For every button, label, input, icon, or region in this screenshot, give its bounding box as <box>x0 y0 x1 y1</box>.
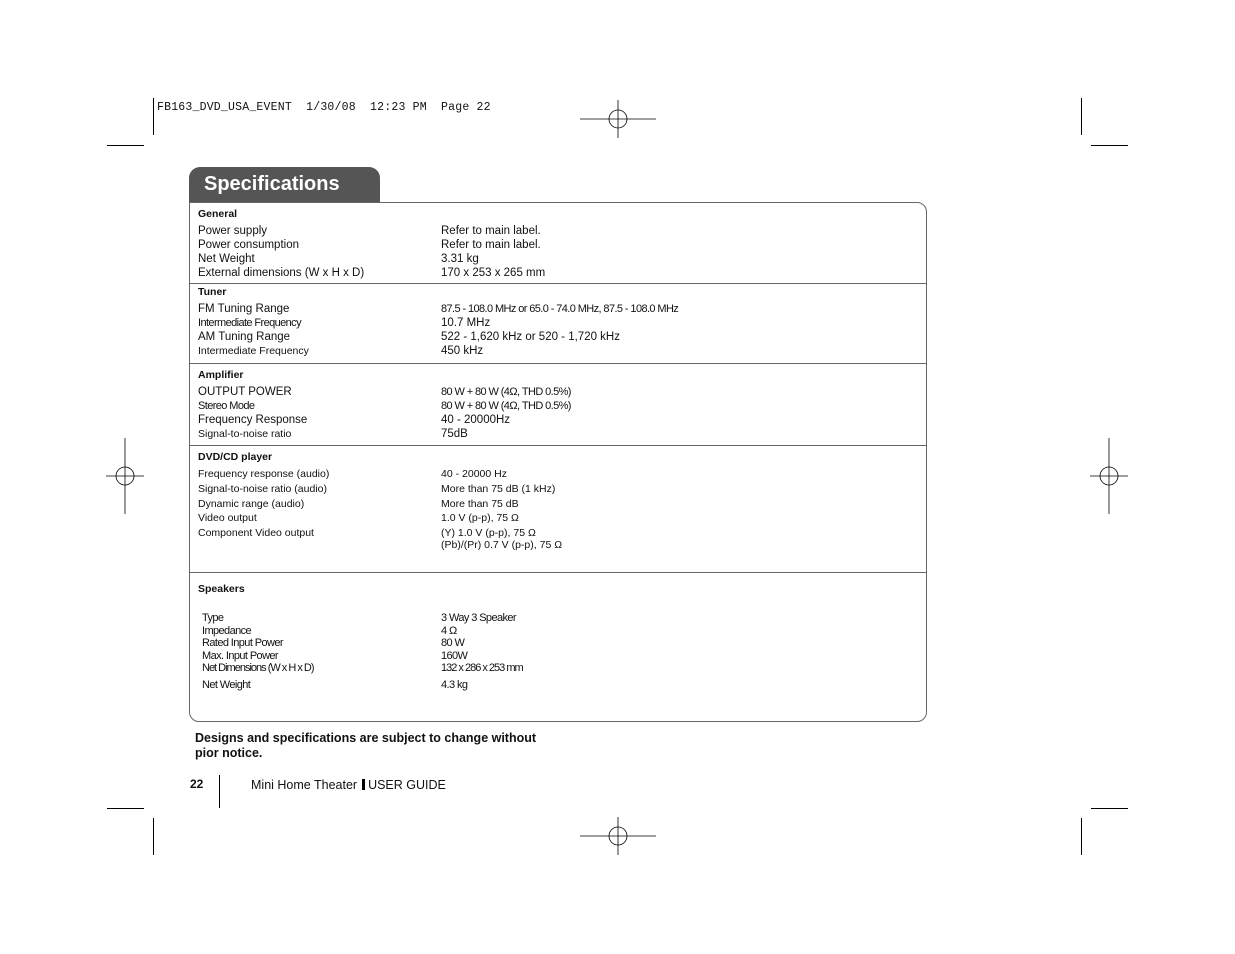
registration-mark-icon <box>580 817 656 855</box>
section-header-amplifier: Amplifier <box>198 369 244 381</box>
spec-label: OUTPUT POWER <box>198 386 292 398</box>
spec-label: Frequency Response <box>198 414 308 426</box>
section-divider <box>190 445 926 446</box>
section-header-dvd: DVD/CD player <box>198 451 273 463</box>
spec-label: Impedance <box>202 625 252 637</box>
footer-guide: USER GUIDE <box>368 778 446 792</box>
spec-value: More than 75 dB (1 kHz) <box>441 483 556 495</box>
section-divider <box>190 572 926 573</box>
section-header-speakers: Speakers <box>198 583 245 595</box>
page-number: 22 <box>190 777 204 791</box>
spec-value: 1.0 V (p-p), 75 Ω <box>441 512 519 524</box>
section-divider <box>190 283 926 284</box>
spec-value: 522 - 1,620 kHz or 520 - 1,720 kHz <box>441 331 620 343</box>
spec-value: 87.5 - 108.0 MHz or 65.0 - 74.0 MHz, 87.5 - 108.0 MHz <box>441 303 679 315</box>
spec-label: Power supply <box>198 225 268 237</box>
crop-mark <box>1091 145 1128 146</box>
registration-mark-icon <box>106 438 144 514</box>
specifications-table <box>189 202 927 722</box>
spec-value: 4 Ω <box>441 625 457 637</box>
spec-label: Net Weight <box>198 253 255 265</box>
footer-divider <box>219 775 220 808</box>
spec-label: Intermediate Frequency <box>198 317 301 329</box>
spec-label: Video output <box>198 512 257 524</box>
spec-label: Net Dimensions (W x H x D) <box>202 662 314 674</box>
spec-value: Refer to main label. <box>441 239 541 251</box>
spec-label: Signal-to-noise ratio <box>198 428 292 440</box>
spec-label: Component Video output <box>198 527 314 539</box>
spec-label: Type <box>202 612 224 624</box>
print-slug: FB163_DVD_USA_EVENT 1/30/08 12:23 PM Page 22 <box>157 101 491 114</box>
crop-mark <box>1081 98 1082 135</box>
footer-product: Mini Home Theater <box>251 778 358 792</box>
footer-title <box>251 778 446 792</box>
spec-value: More than 75 dB <box>441 498 519 510</box>
spec-value: 450 kHz <box>441 345 484 357</box>
spec-value: 80 W + 80 W (4Ω, THD 0.5%) <box>441 400 571 412</box>
spec-value: 40 - 20000Hz <box>441 414 511 426</box>
section-title-tab <box>189 167 380 203</box>
spec-label: Frequency response (audio) <box>198 468 330 480</box>
spec-value: 75dB <box>441 428 468 440</box>
spec-label: Power consumption <box>198 239 299 251</box>
spec-label: AM Tuning Range <box>198 331 291 343</box>
spec-value: 3.31 kg <box>441 253 479 265</box>
spec-label: FM Tuning Range <box>198 303 290 315</box>
spec-value: (Y) 1.0 V (p-p), 75 Ω <box>441 527 536 539</box>
registration-mark-icon <box>1090 438 1128 514</box>
spec-value: 170 x 253 x 265 mm <box>441 267 546 279</box>
spec-label: Net Weight <box>202 679 251 691</box>
spec-value: 3 Way 3 Speaker <box>441 612 516 624</box>
spec-label: Stereo Mode <box>198 400 255 412</box>
spec-label: Dynamic range (audio) <box>198 498 305 510</box>
spec-value: (Pb)/(Pr) 0.7 V (p-p), 75 Ω <box>441 539 563 551</box>
section-header-general: General <box>198 208 238 220</box>
spec-value: Refer to main label. <box>441 225 541 237</box>
spec-value: 10.7 MHz <box>441 317 491 329</box>
spec-label: Rated Input Power <box>202 637 283 649</box>
footer-separator <box>362 779 365 790</box>
disclaimer-note: Designs and specifications are subject to change without pior notice. <box>195 731 537 760</box>
spec-value: 4.3 kg <box>441 679 468 691</box>
crop-mark <box>107 808 144 809</box>
page-title: Specifications <box>204 173 340 195</box>
spec-label: External dimensions (W x H x D) <box>198 267 365 279</box>
spec-label: Intermediate Frequency <box>198 345 309 357</box>
spec-value: 160W <box>441 650 468 662</box>
spec-value: 80 W + 80 W (4Ω, THD 0.5%) <box>441 386 571 398</box>
crop-mark <box>107 145 144 146</box>
registration-mark-icon <box>580 100 656 138</box>
crop-mark <box>153 818 154 855</box>
spec-label: Signal-to-noise ratio (audio) <box>198 483 327 495</box>
spec-value: 80 W <box>441 637 465 649</box>
section-divider <box>190 363 926 364</box>
section-header-tuner: Tuner <box>198 286 227 298</box>
crop-mark <box>1081 818 1082 855</box>
crop-mark <box>1091 808 1128 809</box>
crop-mark <box>153 98 154 135</box>
spec-label: Max. Input Power <box>202 650 278 662</box>
spec-value: 132 x 286 x 253 mm <box>441 662 523 674</box>
spec-value: 40 - 20000 Hz <box>441 468 507 480</box>
